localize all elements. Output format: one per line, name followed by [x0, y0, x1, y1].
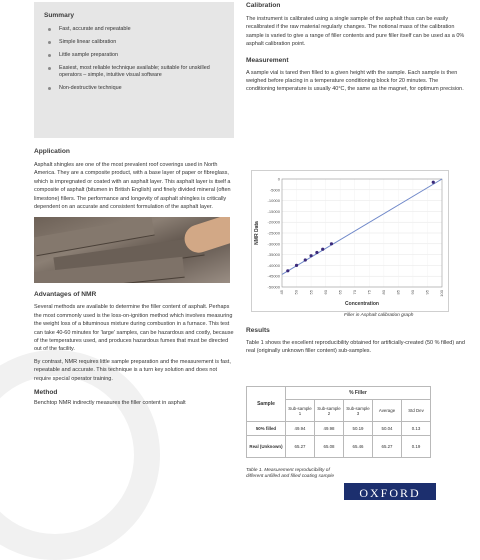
summary-item — [42, 39, 228, 46]
table-col-header: Average — [373, 400, 402, 422]
summary-item — [42, 85, 228, 92]
table-cell: 50.04 — [373, 422, 402, 436]
table-header-group: % Filler — [286, 387, 431, 400]
summary-item-text: Non-destructive technique — [59, 85, 122, 91]
data-point — [286, 269, 289, 272]
y-tick-label: -40000 — [267, 262, 280, 268]
y-tick-label: -20000 — [267, 219, 280, 225]
bullet-icon — [48, 67, 51, 70]
y-tick-label: -10000 — [267, 198, 280, 204]
table-cell: 49.94 — [286, 422, 315, 436]
summary-item-text: Easiest, most reliable technique available; suitable for unskilled operators – simple, intuitive visual software — [59, 65, 210, 78]
data-point — [321, 248, 324, 251]
data-point — [330, 242, 333, 245]
summary-item-text: Simple linear calibration — [59, 39, 117, 45]
x-axis-label: Concentration — [345, 301, 379, 307]
table-row — [247, 422, 431, 436]
table-cell: 65.08 — [315, 436, 344, 458]
table-cell: 50.19 — [344, 422, 373, 436]
table-cell: 65.27 — [373, 436, 402, 458]
results-section — [246, 327, 468, 356]
table-row — [247, 436, 431, 458]
y-tick-label: -45000 — [267, 273, 280, 279]
table-col-header: Sub-sample 2 — [315, 400, 344, 422]
y-tick-label: -25000 — [267, 230, 280, 236]
table-cell: 0.19 — [402, 436, 431, 458]
table-col-header: Sub-sample 1 — [286, 400, 315, 422]
method-heading: Method — [34, 389, 58, 397]
data-point — [432, 181, 435, 184]
y-tick-label: -30000 — [267, 241, 280, 247]
results-table — [246, 386, 431, 458]
x-tick-label: 100 — [439, 290, 445, 297]
summary-box — [34, 2, 234, 138]
calibration-body: The instrument is calibrated using a single sample of the asphalt thus can be easily recalibrated if the raw material regularly changes. The notional mass of the calibration sample is varied to give a range of filler contents and pure filler itself can be used as a 0% asphalt calibration point. — [246, 16, 465, 48]
bullet-icon — [48, 28, 51, 31]
measurement-heading: Measurement — [246, 56, 289, 64]
calibration-chart — [251, 170, 449, 312]
x-tick-label: 55 — [308, 290, 314, 295]
roof-shingle-photo — [34, 217, 230, 283]
table-cell: 49.98 — [315, 422, 344, 436]
summary-item — [42, 65, 228, 79]
summary-item-text: Fast, accurate and repeatable — [59, 26, 131, 32]
summary-title: Summary — [44, 12, 75, 19]
method-body: Benchtop NMR indirectly measures the filler content in asphalt — [34, 400, 186, 407]
oxford-logo: OXFORD — [344, 483, 436, 500]
bullet-icon — [48, 54, 51, 57]
measurement-body: A sample vial is tared then filled to a given height with the sample. Each sample is then weighed before placing in a temperature conditioning block for 20 minutes. The conditioning temperature is usually 40°C, the same as the magnet, for optimum precision. — [246, 69, 464, 93]
data-point — [295, 264, 298, 267]
y-axis-label: NMR Data — [254, 221, 260, 245]
table-cell: 65.27 — [286, 436, 315, 458]
summary-item — [42, 52, 228, 59]
x-tick-label: 85 — [395, 290, 401, 295]
data-point — [304, 258, 307, 261]
x-tick-label: 95 — [424, 290, 430, 295]
advantages-heading: Advantages of NMR — [34, 291, 97, 299]
table-row-label: 50% filled — [247, 422, 286, 436]
advantages-body-2: By contrast, NMR requires little sample preparation and the measurement is fast, repeatable and accurate. This technique is a turn key solution and does not require special operator training. — [34, 358, 231, 382]
chart-svg — [252, 171, 448, 311]
advantages-body-1: Several methods are available to determine the filler content of asphalt. Perhaps the most commonly used is the loss-on-ignition method which involves measuring the weight loss of a bituminous mixture during combustion in a furnace. This test can take 40-60 minutes for 'large' samples, can be hazardous and costly, because of the temperatures used, and produces hazardous fumes that must be directed out of the facility. — [34, 304, 234, 353]
results-body: Table 1 shows the excellent reproducibility obtained for artificially-created (50 % filled) and real (originally unknown filler content) sub-samples. — [246, 340, 465, 355]
table-col-header: Sub-sample 3 — [344, 400, 373, 422]
chart-caption: Filler in Asphalt calibration graph — [344, 313, 414, 318]
table-row-label: Real (Unknown) — [247, 436, 286, 458]
y-tick-label: -35000 — [267, 252, 280, 258]
results-heading: Results — [246, 327, 270, 334]
summary-item — [42, 26, 228, 33]
x-tick-label: 65 — [337, 290, 343, 295]
data-point — [315, 251, 318, 254]
right-column — [246, 0, 468, 94]
x-tick-label: 70 — [351, 290, 357, 295]
x-tick-label: 50 — [293, 290, 299, 295]
table-cell: 0.13 — [402, 422, 431, 436]
bullet-icon — [48, 87, 51, 90]
results-table-wrap — [246, 386, 431, 458]
x-tick-label: 45 — [279, 290, 285, 295]
summary-item-text: Little sample preparation — [59, 52, 119, 58]
left-column — [34, 0, 234, 408]
y-tick-label: 0 — [277, 176, 280, 182]
calibration-heading: Calibration — [246, 2, 281, 9]
application-body: Asphalt shingles are one of the most prevalent roof coverings used in North America. They are a composite product, with a base layer of paper or fibreglass, which is impregnated or coated with an asphalt layer. This asphalt layer is itself a composite of asphalt (bitumen in British English) and finely divided mineral (often limestone) fillers. The performance and longevity of asphalt shingles is critically dependent on an accurate and consistent formulation of the asphalt layer. — [34, 162, 231, 211]
x-tick-label: 60 — [322, 290, 328, 295]
table-cell: 65.46 — [344, 436, 373, 458]
bullet-icon — [48, 41, 51, 44]
x-tick-label: 75 — [366, 290, 372, 295]
table-header-sample: Sample — [247, 387, 286, 422]
y-tick-label: -15000 — [267, 208, 280, 214]
x-tick-label: 80 — [381, 290, 387, 295]
y-tick-label: -50000 — [267, 284, 280, 290]
y-tick-label: -5000 — [269, 187, 280, 193]
application-heading: Application — [34, 148, 70, 155]
table-caption: Table 1. Measurement reproducibility of different unfilled and filled coating sample — [246, 468, 334, 479]
data-point — [309, 254, 312, 257]
table-col-header: Std Dev — [402, 400, 431, 422]
x-tick-label: 90 — [410, 290, 416, 295]
